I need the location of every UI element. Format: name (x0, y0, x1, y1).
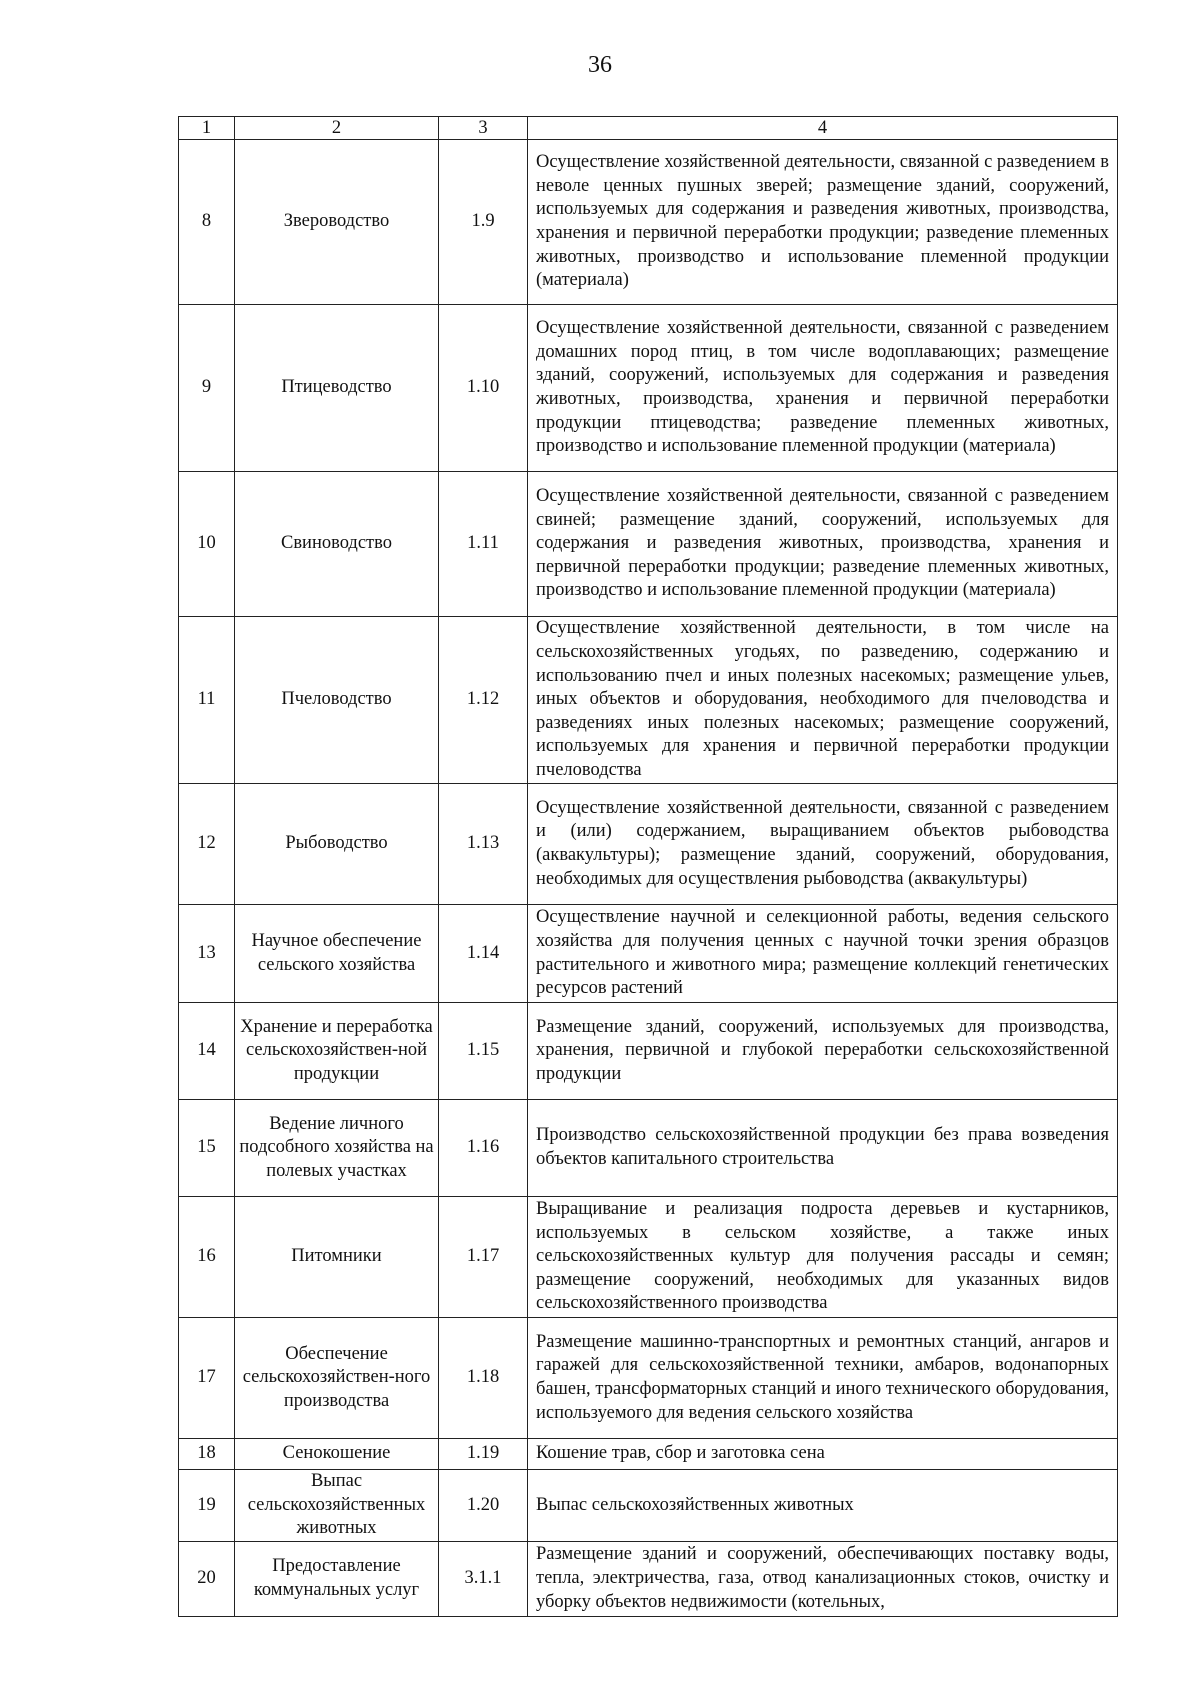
row-name: Свиноводство (235, 472, 439, 617)
table-row (179, 1100, 1118, 1197)
row-description: Осуществление хозяйственной деятельности, связанной с разведением свиней; размещение зданий, сооружений, используемых для содержания и разведения животных, производства, хранения и первичной переработки продукции; разведение племенных животных, производство и использование племенной продукции (материала) (528, 472, 1118, 617)
row-number: 15 (179, 1100, 235, 1197)
page-number: 36 (588, 52, 612, 78)
row-code: 1.18 (439, 1318, 528, 1439)
row-number: 20 (179, 1541, 235, 1616)
table-row (179, 784, 1118, 905)
row-description: Осуществление хозяйственной деятельности, связанной с разведением домашних пород птиц, в том числе водоплавающих; размещение зданий, сооружений, используемых для содержания и разведения животных, производства, хранения и первичной переработки продукции птицеводства; разведение племенных животных, производство и использование племенной продукции (материала) (528, 305, 1118, 472)
row-code: 1.10 (439, 305, 528, 472)
table-row (179, 1470, 1118, 1542)
table-row (179, 472, 1118, 617)
row-code: 1.17 (439, 1197, 528, 1318)
row-name: Сенокошение (235, 1439, 439, 1470)
row-name: Питомники (235, 1197, 439, 1318)
row-code: 1.16 (439, 1100, 528, 1197)
land-use-table (178, 116, 1118, 1617)
row-code: 1.11 (439, 472, 528, 617)
row-code: 1.12 (439, 617, 528, 784)
row-number: 16 (179, 1197, 235, 1318)
row-description: Осуществление научной и селекционной работы, ведения сельского хозяйства для получения ценных с научной точки зрения образцов растительного и животного мира; размещение коллекций генетических ресурсов растений (528, 905, 1118, 1003)
row-description: Осуществление хозяйственной деятельности, в том числе на сельскохозяйственных угодьях, по разведению, содержанию и использованию пчел и иных полезных насекомых; размещение ульев, иных объектов и оборудования, необходимого для пчеловодства и разведениях иных полезных насекомых; размещение сооружений, используемых для хранения и первичной переработки продукции пчеловодства (528, 617, 1118, 784)
row-description: Производство сельскохозяйственной продукции без права возведения объектов капитального строительства (528, 1100, 1118, 1197)
row-code: 1.13 (439, 784, 528, 905)
row-number: 8 (179, 140, 235, 305)
row-name: Хранение и переработка сельскохозяйствен-ной продукции (235, 1003, 439, 1100)
table-row (179, 140, 1118, 305)
row-description: Выпас сельскохозяйственных животных (528, 1470, 1118, 1542)
table-header-row (179, 117, 1118, 140)
row-number: 10 (179, 472, 235, 617)
row-description: Выращивание и реализация подроста деревьев и кустарников, используемых в сельском хозяйстве, а также иных сельскохозяйственных культур для получения рассады и семян; размещение сооружений, необходимых для указанных видов сельскохозяйственного производства (528, 1197, 1118, 1318)
row-name: Научное обеспечение сельского хозяйства (235, 905, 439, 1003)
row-code: 1.20 (439, 1470, 528, 1542)
row-description: Осуществление хозяйственной деятельности, связанной с разведением в неволе ценных пушных зверей; размещение зданий, сооружений, используемых для содержания и разведения животных, производства, хранения и первичной переработки продукции; разведение племенных животных, производство и использование племенной продукции (материала) (528, 140, 1118, 305)
row-name: Пчеловодство (235, 617, 439, 784)
header-col-4: 4 (528, 117, 1118, 140)
row-number: 9 (179, 305, 235, 472)
header-col-3: 3 (439, 117, 528, 140)
table-row (179, 1439, 1118, 1470)
row-description: Размещение зданий и сооружений, обеспечивающих поставку воды, тепла, электричества, газа, отвод канализационных стоков, очистку и уборку объектов недвижимости (котельных, (528, 1541, 1118, 1616)
table-row (179, 1003, 1118, 1100)
row-number: 17 (179, 1318, 235, 1439)
row-number: 12 (179, 784, 235, 905)
row-name: Птицеводство (235, 305, 439, 472)
table-row (179, 1318, 1118, 1439)
row-description: Размещение машинно-транспортных и ремонтных станций, ангаров и гаражей для сельскохозяйственной техники, амбаров, водонапорных башен, трансформаторных станций и иного технического оборудования, используемого для ведения сельского хозяйства (528, 1318, 1118, 1439)
row-number: 18 (179, 1439, 235, 1470)
row-name: Рыбоводство (235, 784, 439, 905)
row-code: 1.15 (439, 1003, 528, 1100)
row-description: Размещение зданий, сооружений, используемых для производства, хранения, первичной и глубокой переработки сельскохозяйственной продукции (528, 1003, 1118, 1100)
table-row (179, 1197, 1118, 1318)
row-code: 3.1.1 (439, 1541, 528, 1616)
row-name: Ведение личного подсобного хозяйства на полевых участках (235, 1100, 439, 1197)
table-row (179, 617, 1118, 784)
row-name: Звероводство (235, 140, 439, 305)
table-row (179, 305, 1118, 472)
row-name: Обеспечение сельскохозяйствен-ного производства (235, 1318, 439, 1439)
row-name: Предоставление коммунальных услуг (235, 1541, 439, 1616)
table-row (179, 1541, 1118, 1616)
header-col-1: 1 (179, 117, 235, 140)
row-number: 13 (179, 905, 235, 1003)
row-description: Кошение трав, сбор и заготовка сена (528, 1439, 1118, 1470)
row-name: Выпас сельскохозяйственных животных (235, 1470, 439, 1542)
row-code: 1.14 (439, 905, 528, 1003)
row-code: 1.19 (439, 1439, 528, 1470)
header-col-2: 2 (235, 117, 439, 140)
row-number: 11 (179, 617, 235, 784)
row-description: Осуществление хозяйственной деятельности, связанной с разведением и (или) содержанием, выращиванием объектов рыбоводства (аквакультуры); размещение зданий, сооружений, оборудования, необходимых для осуществления рыбоводства (аквакультуры) (528, 784, 1118, 905)
table-row (179, 905, 1118, 1003)
row-number: 14 (179, 1003, 235, 1100)
row-number: 19 (179, 1470, 235, 1542)
row-code: 1.9 (439, 140, 528, 305)
